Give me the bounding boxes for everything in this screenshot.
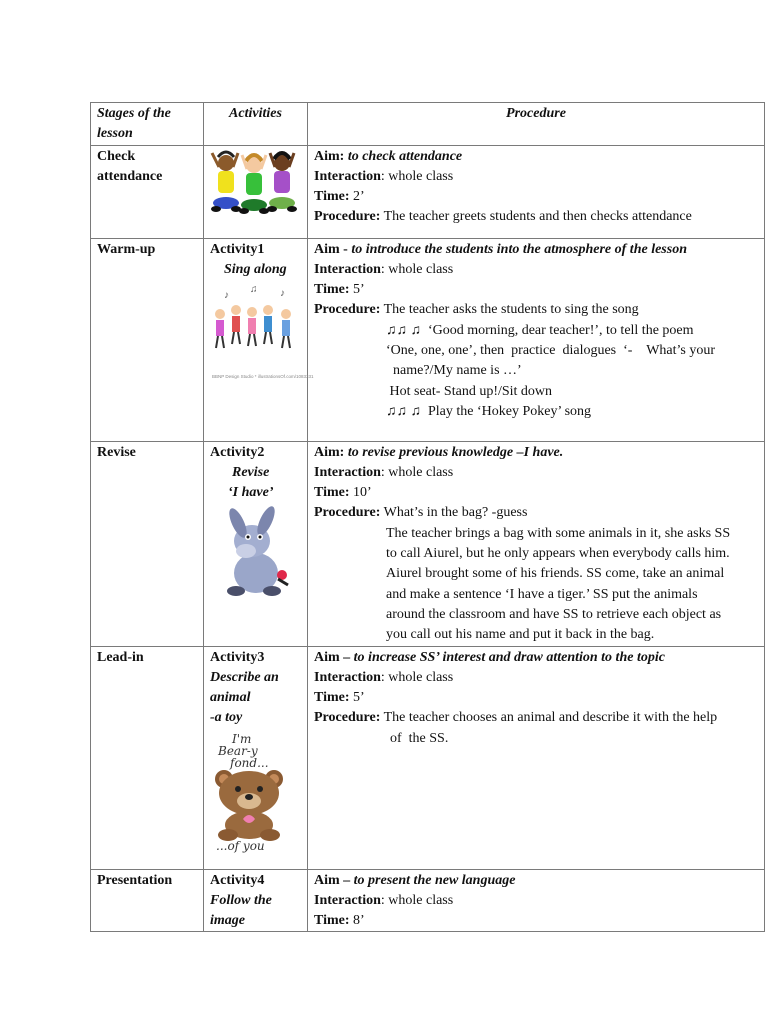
svg-text:♪: ♪ xyxy=(280,288,285,300)
interaction-text: : whole class xyxy=(380,464,454,480)
time-text: 2’ xyxy=(353,189,365,205)
activity-cell xyxy=(204,646,308,869)
time-text: 5’ xyxy=(353,282,365,298)
time-text: 5’ xyxy=(353,690,365,706)
table-header-row xyxy=(91,103,765,146)
activity-title-2: animal xyxy=(210,690,251,706)
interaction-label: Interaction xyxy=(314,892,381,908)
interaction-label: Interaction xyxy=(314,261,381,277)
aim-label: Aim – xyxy=(314,649,351,665)
activity-number: Activity2 xyxy=(210,444,265,460)
interaction-text: : whole class xyxy=(380,168,454,184)
bear-text-line: fond... xyxy=(230,755,269,770)
procedure-line: of the SS. xyxy=(390,730,449,746)
procedure-text: The teacher greets students and then checks attendance xyxy=(383,209,692,225)
bear-text-line: Bear-y xyxy=(218,743,258,758)
procedure-cell xyxy=(308,869,765,932)
stage-warm-up: Warm-up xyxy=(91,238,204,441)
activity-subtitle: -a toy xyxy=(210,710,243,726)
time-label: Time: xyxy=(314,485,350,501)
procedure-line: Hot seat- Stand up!/Sit down xyxy=(386,383,553,399)
aim-label: Aim: xyxy=(314,444,345,460)
procedure-line: ♫♫ ♫ ‘Good morning, dear teacher!’, to tell the poem xyxy=(386,322,694,338)
aim-text: to revise previous knowledge –I have. xyxy=(347,444,564,460)
interaction-label: Interaction xyxy=(314,168,381,184)
cartoon-kids-sitting-image xyxy=(210,147,298,219)
table-row xyxy=(91,441,765,646)
interaction-label: Interaction xyxy=(314,669,381,685)
aim-label: Aim: xyxy=(314,148,345,164)
activity-title: Sing along xyxy=(224,261,287,277)
activity-cell xyxy=(204,238,314,441)
aim-label: Aim – xyxy=(314,872,351,888)
svg-text:♫: ♫ xyxy=(250,284,258,296)
procedure-line: to call Aiurel, but he only appears when everybody calls him. xyxy=(386,546,730,562)
time-label: Time: xyxy=(314,690,350,706)
activity-cell xyxy=(204,145,308,238)
activity-cell xyxy=(204,441,308,646)
procedure-line: name?/My name is …’ xyxy=(386,363,522,379)
procedure-line: you call out his name and put it back in the bag. xyxy=(386,627,655,643)
time-label: Time: xyxy=(314,189,350,205)
procedure-label: Procedure: xyxy=(314,209,381,225)
interaction-text: : whole class xyxy=(380,669,454,685)
aim-text: to present the new language xyxy=(353,872,516,888)
bear-text-line: I'm xyxy=(232,731,252,746)
procedure-line: and make a sentence ‘I have a tiger.’ SS put the animals xyxy=(386,586,698,602)
bear-text-line: ...of you xyxy=(216,838,265,853)
procedure-cell xyxy=(308,646,765,869)
lesson-plan-table xyxy=(90,102,765,932)
procedure-cell xyxy=(308,238,765,441)
image-caption: BBNP Design Studio * illustrationsOf.com/1083331 xyxy=(212,374,314,380)
header-stages: Stages of the lesson xyxy=(91,103,204,146)
time-label: Time: xyxy=(314,913,350,929)
interaction-text: : whole class xyxy=(380,892,454,908)
procedure-label: Procedure: xyxy=(314,710,381,726)
activity-number: Activity1 xyxy=(210,241,265,257)
activity-number: Activity4 xyxy=(210,872,265,888)
activity-title: Describe an xyxy=(210,669,279,685)
procedure-cell xyxy=(308,441,765,646)
time-label: Time: xyxy=(314,282,350,298)
procedure-line: ‘One, one, one’, then practice dialogues ‘- What’s your xyxy=(386,343,716,359)
table-row xyxy=(91,646,765,869)
table-row xyxy=(91,145,765,238)
svg-text:♪: ♪ xyxy=(224,290,229,302)
stage-lead-in: Lead-in xyxy=(91,646,204,869)
procedure-text: The teacher asks the students to sing the song xyxy=(383,302,639,318)
procedure-line: Aiurel brought some of his friends. SS come, take an animal xyxy=(386,566,725,582)
teddy-bear-image xyxy=(210,729,296,853)
procedure-label: Procedure: xyxy=(314,505,381,521)
procedure-text: What’s in the bag? -guess xyxy=(383,505,528,521)
aim-text: to introduce the students into the atmosphere of the lesson xyxy=(351,241,687,257)
activity-title: Revise xyxy=(232,464,270,480)
table-row xyxy=(91,238,765,441)
time-text: 8’ xyxy=(353,913,365,929)
stage-revise: Revise xyxy=(91,441,204,646)
procedure-line: ♫♫ ♫ Play the ‘Hokey Pokey’ song xyxy=(386,403,592,419)
aim-text: to increase SS’ interest and draw attention to the topic xyxy=(353,649,665,665)
aim-text: to check attendance xyxy=(347,148,463,164)
procedure-cell xyxy=(308,145,765,238)
activity-number: Activity3 xyxy=(210,649,265,665)
procedure-line: The teacher brings a bag with some animals in it, she asks SS xyxy=(386,525,731,541)
aim-label: Aim - xyxy=(314,241,348,257)
header-activities: Activities xyxy=(204,103,308,146)
interaction-text: : whole class xyxy=(380,261,454,277)
procedure-line: around the classroom and have SS to retrieve each object as xyxy=(386,606,722,622)
procedure-label: Procedure: xyxy=(314,302,381,318)
activity-cell xyxy=(204,869,308,932)
time-text: 10’ xyxy=(353,485,372,501)
donkey-toy-image xyxy=(216,503,296,599)
header-procedure: Procedure xyxy=(308,103,765,146)
procedure-text: The teacher chooses an animal and describe it with the help xyxy=(383,710,718,726)
interaction-label: Interaction xyxy=(314,464,381,480)
table-row xyxy=(91,869,765,932)
stage-check-attendance: Check attendance xyxy=(91,145,204,238)
stage-presentation: Presentation xyxy=(91,869,204,932)
singing-kids-image xyxy=(210,280,314,384)
activity-title: Follow the xyxy=(210,892,272,908)
activity-subtitle: ‘I have’ xyxy=(228,485,274,501)
activity-title-2: image xyxy=(210,913,245,929)
